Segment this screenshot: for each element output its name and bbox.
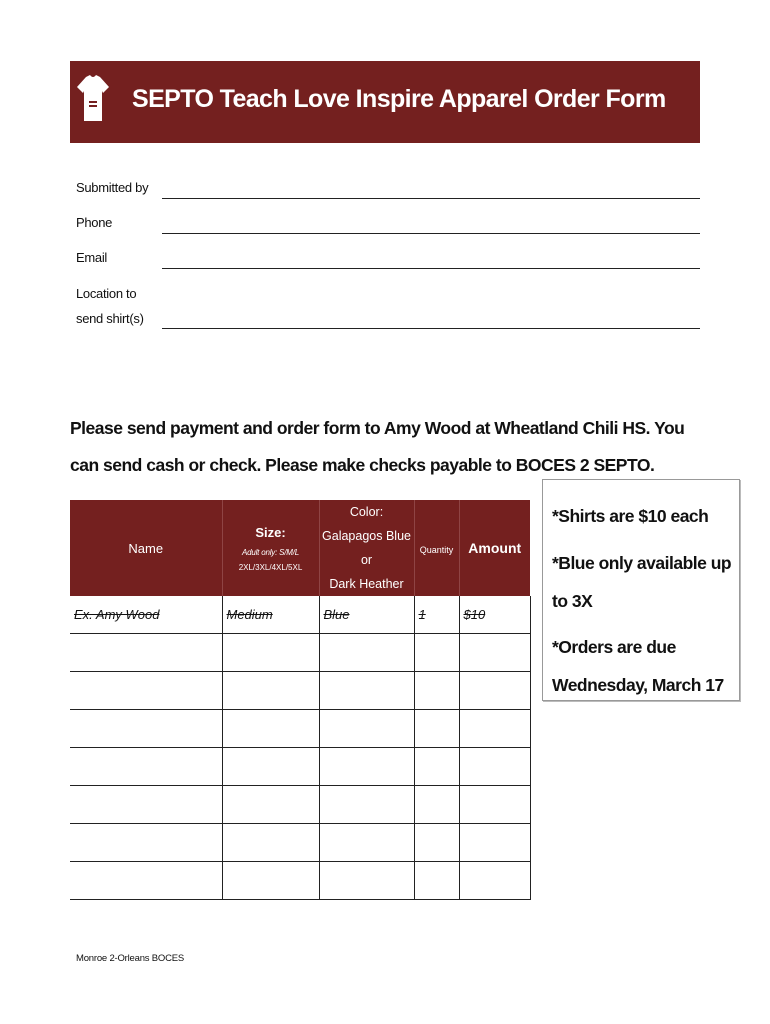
order-size-cell[interactable]	[222, 862, 319, 900]
form-header	[70, 61, 700, 143]
order-color-cell[interactable]	[319, 824, 414, 862]
location-label: Location to send shirt(s)	[76, 286, 144, 326]
table-row	[70, 862, 530, 900]
table-row	[70, 824, 530, 862]
order-name-cell[interactable]	[70, 710, 222, 748]
order-color-cell[interactable]	[319, 672, 414, 710]
header-size: Size: Adult only: S/M/L 2XL/3XL/4XL/5XL	[222, 500, 319, 596]
instructions-text: Please send payment and order form to Amy Wood at Wheatland Chili HS. You can send cash or check. Please make checks payable to BOCES 2 SEPTO.	[70, 418, 685, 475]
note-price: *Shirts are $10 each	[552, 506, 709, 526]
note-due-date: *Orders are due Wednesday, March 17	[552, 637, 724, 695]
example-quantity: 1	[414, 596, 459, 634]
header-quantity: Quantity	[414, 500, 459, 596]
order-name-cell[interactable]	[70, 862, 222, 900]
order-quantity-cell[interactable]	[414, 748, 459, 786]
example-color: Blue	[319, 596, 414, 634]
header-amount: Amount	[459, 500, 530, 596]
order-size-cell[interactable]	[222, 710, 319, 748]
order-color-cell[interactable]	[319, 634, 414, 672]
order-amount-cell[interactable]	[459, 634, 530, 672]
shirt-icon	[76, 73, 110, 125]
example-amount: $10	[459, 596, 530, 634]
phone-label: Phone	[76, 215, 113, 230]
order-size-cell[interactable]	[222, 786, 319, 824]
order-amount-cell[interactable]	[459, 862, 530, 900]
table-row	[70, 786, 530, 824]
order-size-cell[interactable]	[222, 824, 319, 862]
order-amount-cell[interactable]	[459, 672, 530, 710]
order-table	[70, 500, 531, 900]
order-name-cell[interactable]	[70, 786, 222, 824]
email-label: Email	[76, 250, 108, 265]
email-field[interactable]	[162, 268, 700, 269]
order-color-cell[interactable]	[319, 786, 414, 824]
order-amount-cell[interactable]	[459, 824, 530, 862]
order-quantity-cell[interactable]	[414, 672, 459, 710]
order-amount-cell[interactable]	[459, 710, 530, 748]
form-title: SEPTO Teach Love Inspire Apparel Order Form	[132, 85, 666, 113]
example-size: Medium	[222, 596, 319, 634]
order-name-cell[interactable]	[70, 748, 222, 786]
order-quantity-cell[interactable]	[414, 786, 459, 824]
footer-text: Monroe 2-Orleans BOCES	[76, 953, 185, 964]
order-name-cell[interactable]	[70, 824, 222, 862]
order-size-cell[interactable]	[222, 634, 319, 672]
order-quantity-cell[interactable]	[414, 634, 459, 672]
order-quantity-cell[interactable]	[414, 710, 459, 748]
order-color-cell[interactable]	[319, 748, 414, 786]
order-color-cell[interactable]	[319, 710, 414, 748]
note-blue-availability: *Blue only available up to 3X	[552, 553, 732, 611]
order-size-cell[interactable]	[222, 748, 319, 786]
order-amount-cell[interactable]	[459, 748, 530, 786]
submitted-by-label: Submitted by	[76, 180, 149, 195]
example-name: Ex. Amy Wood	[70, 596, 222, 634]
notes-box	[542, 479, 740, 701]
example-row	[70, 596, 530, 634]
table-row	[70, 634, 530, 672]
order-amount-cell[interactable]	[459, 786, 530, 824]
table-row	[70, 748, 530, 786]
table-row	[70, 710, 530, 748]
submitted-by-field[interactable]	[162, 198, 700, 199]
order-size-cell[interactable]	[222, 672, 319, 710]
order-quantity-cell[interactable]	[414, 862, 459, 900]
header-name: Name	[70, 500, 222, 596]
table-row	[70, 672, 530, 710]
header-color: Color: Galapagos Blue or Dark Heather	[319, 500, 414, 596]
phone-field[interactable]	[162, 233, 700, 234]
location-field[interactable]	[162, 328, 700, 329]
order-quantity-cell[interactable]	[414, 824, 459, 862]
order-color-cell[interactable]	[319, 862, 414, 900]
order-name-cell[interactable]	[70, 634, 222, 672]
order-name-cell[interactable]	[70, 672, 222, 710]
